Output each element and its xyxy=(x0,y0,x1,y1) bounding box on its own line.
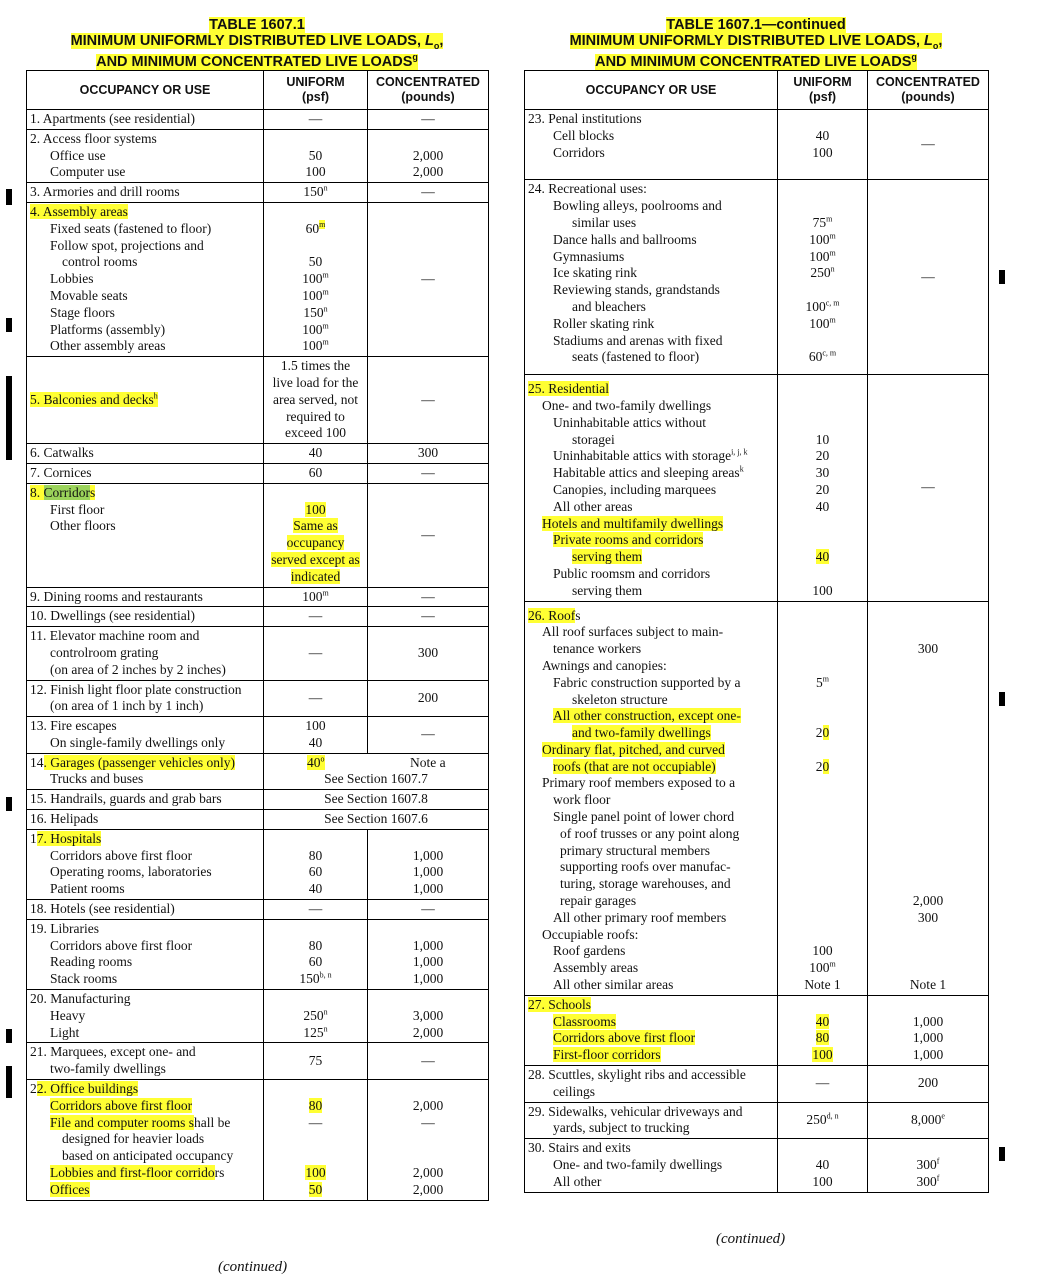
left-load-table xyxy=(26,70,489,1201)
table-row: 19. Libraries Corridors above first floor Reading rooms Stack rooms 80 60 150$^{b, n}$ 1,000 1,000 1,000 xyxy=(27,919,489,989)
change-bar xyxy=(6,1066,12,1098)
occupancy-header: OCCUPANCY OR USE xyxy=(27,71,264,110)
table-row: 2. Access floor systems Office use Computer use 50 100 2,000 2,000 xyxy=(27,129,489,182)
right-continued-label: (continued) xyxy=(716,1231,786,1247)
change-bar xyxy=(6,1029,12,1043)
table-row: 16. Helipads See Section 1607.6 xyxy=(27,810,489,830)
change-bar xyxy=(999,692,1005,706)
right-title-line2: MINIMUM UNIFORMLY DISTRIBUTED LIVE LOADS, $L_o$, xyxy=(569,33,943,51)
change-bar xyxy=(999,1147,1005,1161)
right-load-table xyxy=(524,70,989,1193)
table-row: 8. Corridors First floor Other floors 100 Same as occupancy served except as indicated — xyxy=(27,483,489,587)
right-table-title xyxy=(524,17,988,70)
table-row: 21. Marquees, except one- and two-family dwellings 75 — xyxy=(27,1043,489,1080)
table-row: 13. Fire escapes On single-family dwellings only 100 40 — xyxy=(27,717,489,754)
table-row: 12. Finish light floor plate construction (on area of 1 inch by 1 inch) — 200 xyxy=(27,680,489,717)
uniform-header: UNIFORM (psf) xyxy=(264,71,368,110)
concentrated-header: CONCENTRATED (pounds) xyxy=(868,71,989,110)
table-row: 24. Recreational uses: Bowling alleys, poolrooms and similar uses Dance halls and ballrooms Gymnasiums Ice skating rink Reviewing stands, grandstands and bleachers Roller skating rink Stadiums and arenas with fixed seats (fastened to floor) 75$^m$ 100$^m$ 100$^m$ 250$^n$ 100$^{c, m}$ 100$^m$ 60$^{c, m}$ — xyxy=(525,180,989,375)
table-row: 3. Armories and drill rooms 150$^n$ — xyxy=(27,183,489,203)
change-bar xyxy=(999,270,1005,284)
right-title-line1: TABLE 1607.1—continued xyxy=(666,17,846,33)
table-row: 20. Manufacturing Heavy Light 250$^n$ 125$^n$ 3,000 2,000 xyxy=(27,990,489,1043)
table-row: 29. Sidewalks, vehicular driveways and yards, subject to trucking 250$^{d, n}$ 8,000e xyxy=(525,1102,989,1139)
change-bar xyxy=(6,189,12,205)
change-bar xyxy=(6,376,12,460)
table-row: 4. Assembly areas Fixed seats (fastened to floor) Follow spot, projections and control rooms Lobbies Movable seats Stage floors Platforms (assembly) Other assembly areas 60$^m$ 50 100$^m$ 100$^m$ 150$^n$ 100$^m$ 100$^m$ — xyxy=(27,202,489,356)
left-title-line1: TABLE 1607.1 xyxy=(209,17,305,33)
table-row: 22. Office buildings Corridors above first floor File and computer rooms shall be designed for heavier loads based on anticipated occupancy Lobbies and first-floor corridors Offices 80 — 100 50 2,000 — 2,000 2,000 xyxy=(27,1080,489,1201)
table-row: 28. Scuttles, skylight ribs and accessible ceilings — 200 xyxy=(525,1066,989,1103)
table-row: 6. Catwalks 40 300 xyxy=(27,444,489,464)
table-row: 1. Apartments (see residential) — — xyxy=(27,110,489,130)
table-row: 26. Roofs All roof surfaces subject to main- tenance workers Awnings and canopies: Fabric construction supported by a skeleton structure All other construction, except one- and two-family dwellings Ordinary flat, pitched, and curved roofs (that are not occupiable) Primary roof members exposed to a work floor Single panel point of lower chord of roof trusses or any point along primary structural members supporting roofs over manufac- turing, storage warehouses, and repair garages All other primary roof members Occupiable roofs: Roof gardens Assembly areas All other similar areas 5$^m$ 20 20 100 100$^m$ Note 1 300 2,000 300 Note 1 xyxy=(525,601,989,995)
table-row: 23. Penal institutions Cell blocks Corridors 40 100 — xyxy=(525,110,989,180)
table-row: 7. Cornices 60 — xyxy=(27,463,489,483)
table-row: 17. Hospitals Corridors above first floor Operating rooms, laboratories Patient rooms 80 60 40 1,000 1,000 1,000 xyxy=(27,829,489,899)
table-row: 11. Elevator machine room and controlroom grating (on area of 2 inches by 2 inches) — 300 xyxy=(27,627,489,680)
table-row: 14. Garages (passenger vehicles only) Trucks and buses 40$^o$ Note a See Section 1607.7 xyxy=(27,753,489,790)
table-row: 9. Dining rooms and restaurants 100$^m$ — xyxy=(27,587,489,607)
left-continued-label: (continued) xyxy=(218,1259,288,1275)
table-row: 30. Stairs and exits One- and two-family dwellings All other 40 100 300$^f$ 300$^f$ xyxy=(525,1139,989,1192)
uniform-header: UNIFORM (psf) xyxy=(778,71,868,110)
table-row: 10. Dwellings (see residential) — — xyxy=(27,607,489,627)
table-row: 27. Schools Classrooms Corridors above first floor First-floor corridors 40 80 100 1,000 1,000 1,000 xyxy=(525,995,989,1065)
change-bar xyxy=(6,797,12,811)
left-table-title xyxy=(26,17,488,70)
table-header-row xyxy=(525,71,989,110)
left-title-line2: MINIMUM UNIFORMLY DISTRIBUTED LIVE LOADS, $L_o$, xyxy=(70,33,444,51)
occupancy-header: OCCUPANCY OR USE xyxy=(525,71,778,110)
right-title-line3: AND MINIMUM CONCENTRATED LIVE LOADS$^g$ xyxy=(595,52,917,70)
concentrated-header: CONCENTRATED (pounds) xyxy=(368,71,489,110)
table-row: 15. Handrails, guards and grab bars See Section 1607.8 xyxy=(27,790,489,810)
table-row: 5. Balconies and decks$^h$ 1.5 times the live load for the area served, not required to exceed 100 — xyxy=(27,357,489,444)
table-row: 25. Residential One- and two-family dwellings Uninhabitable attics without storagei Uninhabitable attics with storage$^{i, j, k}$ Habitable attics and sleeping areas$^k$ Canopies, including marquees All other areas Hotels and multifamily dwellings Private rooms and corridors serving them Public roomsm and corridors serving them 10 20 30 20 40 40 100 — xyxy=(525,375,989,601)
table-header-row xyxy=(27,71,489,110)
change-bar xyxy=(6,318,12,332)
table-row: 18. Hotels (see residential) — — xyxy=(27,900,489,920)
left-title-line3: AND MINIMUM CONCENTRATED LIVE LOADS$^g$ xyxy=(96,52,418,70)
